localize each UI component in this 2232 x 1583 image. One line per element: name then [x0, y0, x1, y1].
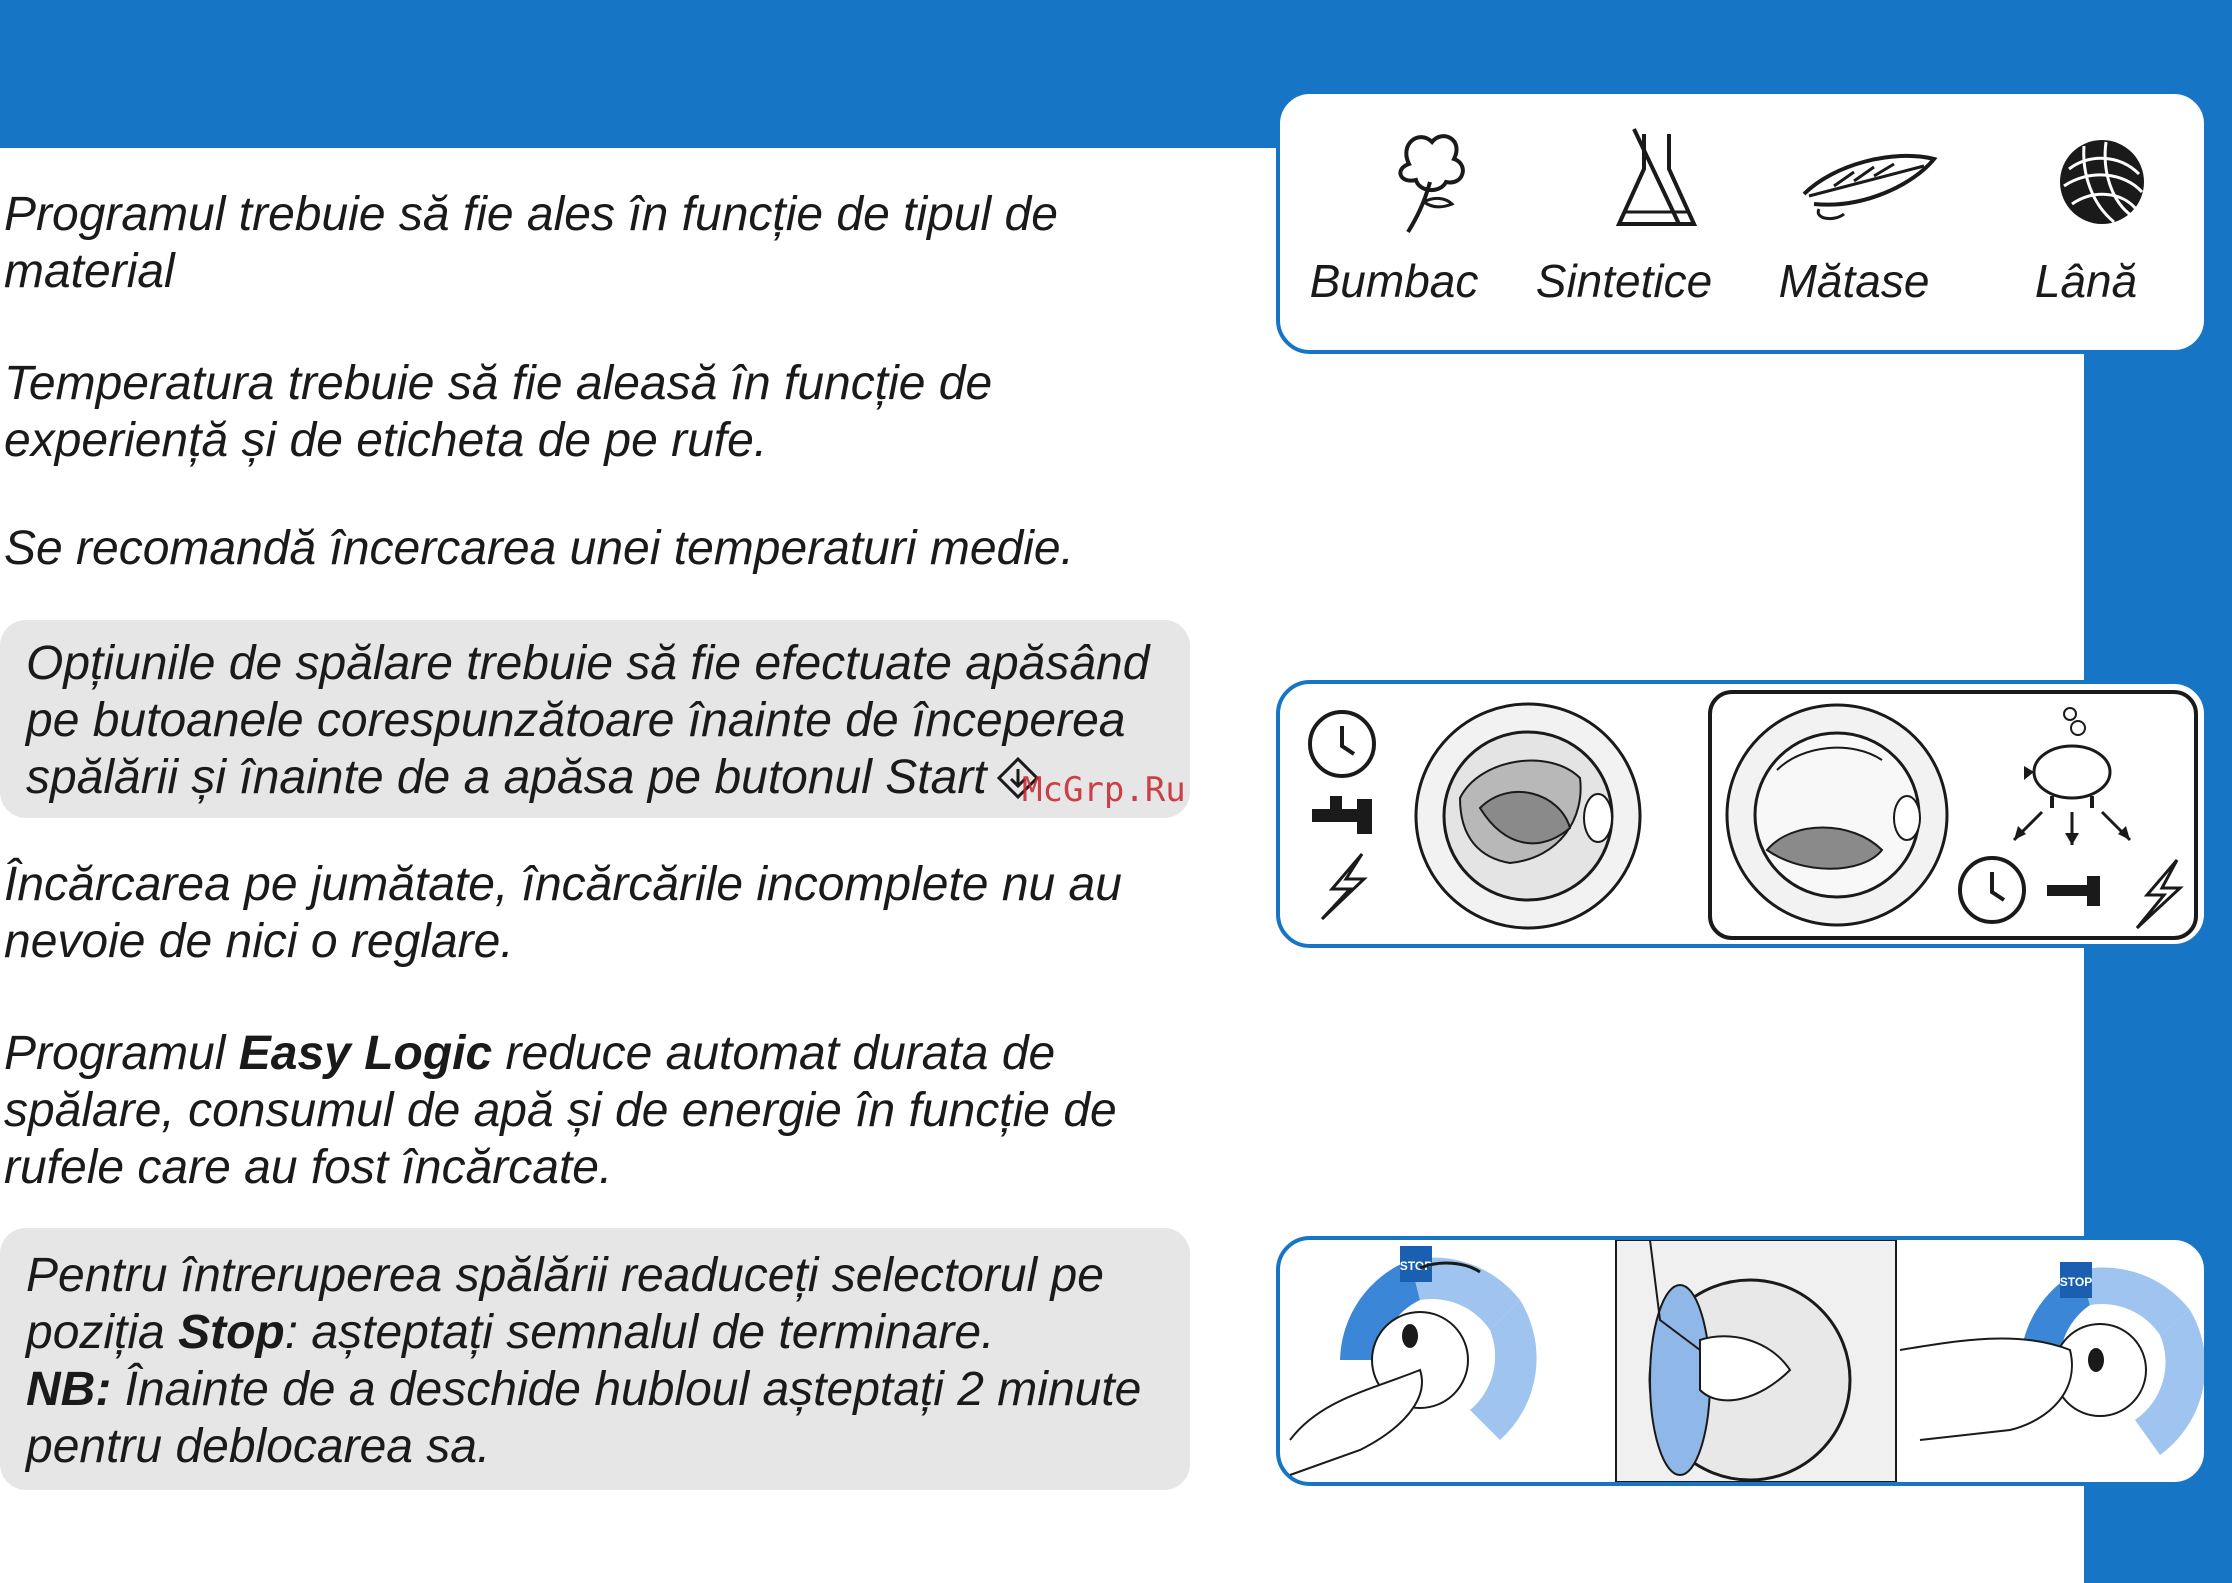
- fabric-label-cotton: Bumbac: [1309, 255, 1479, 307]
- drum-full-load-illustration: [1410, 698, 1646, 934]
- feather-icon: [1794, 124, 1944, 234]
- tap-icon: [1312, 796, 1372, 834]
- easy-logic-pre: Programul: [4, 1027, 239, 1080]
- stop-line2-pre: poziția: [26, 1306, 179, 1359]
- wool-ball-icon: [2044, 124, 2164, 234]
- stop-line1: Pentru întreruperea spălării readuceți selectorul pe: [26, 1249, 1104, 1302]
- savings-icons-left: [1302, 704, 1392, 924]
- fabric-panel: [1276, 90, 2208, 354]
- stop-line4: pentru deblocarea sa.: [26, 1420, 491, 1473]
- paragraph-program-choice: Programul trebuie să fie ales în funcție de tipul de material: [4, 188, 1058, 298]
- fabric-label-silk: Mătase: [1778, 255, 1930, 307]
- stop-line3-post: Înainte de a deschide hubloul așteptați 2 minute: [111, 1363, 1142, 1416]
- paragraph-medium-temp: Se recomandă încercarea unei temperaturi medie.: [4, 522, 1074, 575]
- stop-dial-panel: [1276, 1236, 2208, 1486]
- easy-logic-post: reduce automat durata de spălare, consumul de apă și de energie în funcție de rufele care au fost încărcate.: [4, 1027, 1117, 1194]
- options-note-text: [26, 635, 1186, 806]
- fabric-label-synthetic: Sintetice: [1535, 255, 1713, 307]
- stop-note-text: [26, 1247, 1186, 1475]
- easy-logic-bold: Easy Logic: [238, 1027, 493, 1080]
- half-load-inner-panel: [1708, 690, 2198, 940]
- options-note-box: [0, 620, 1190, 818]
- flask-icon: [1604, 124, 1724, 234]
- fabric-label-wool: Lână: [2034, 255, 2138, 307]
- easy-logic-panel: [1276, 680, 2208, 948]
- stop-label-left: STOP: [1399, 1259, 1433, 1273]
- stop-line3-bold: NB:: [26, 1363, 112, 1416]
- stop-dial-illustration: [1280, 1240, 2204, 1482]
- paragraph-temperature: Temperatura trebuie să fie aleasă în funcție de experiență și de eticheta de pe rufe.: [4, 357, 993, 467]
- paragraph-easy-logic: [4, 1025, 1204, 1196]
- stop-line2-post: : așteptați semnalul de terminare.: [284, 1306, 995, 1359]
- options-note-text-span: Opțiunile de spălare trebuie să fie efectuate apăsând pe butoanele corespunzătoare înainte de începerea spălării și înainte de a apăsa pe butonul Start: [26, 637, 1150, 804]
- program-dial-left: [1290, 1246, 1537, 1475]
- lightning-icon: [1322, 854, 1364, 919]
- stop-note-box: [0, 1228, 1190, 1490]
- paragraph-half-load: Încărcarea pe jumătate, încărcările incomplete nu au nevoie de nici o reglare.: [4, 858, 1122, 968]
- program-dial-right: [1900, 1262, 2204, 1455]
- watermark: McGrp.Ru: [1022, 770, 1186, 810]
- drum-half-load-illustration: [1722, 700, 1952, 930]
- clock-icon: [1310, 712, 1374, 776]
- door-opening-illustration: [1616, 1240, 1896, 1482]
- stop-line2-bold: Stop: [178, 1306, 285, 1359]
- piggy-bank-savings-icon: [1952, 700, 2192, 936]
- cotton-flower-icon: [1364, 124, 1484, 234]
- stop-label-right: STOP: [2059, 1275, 2093, 1289]
